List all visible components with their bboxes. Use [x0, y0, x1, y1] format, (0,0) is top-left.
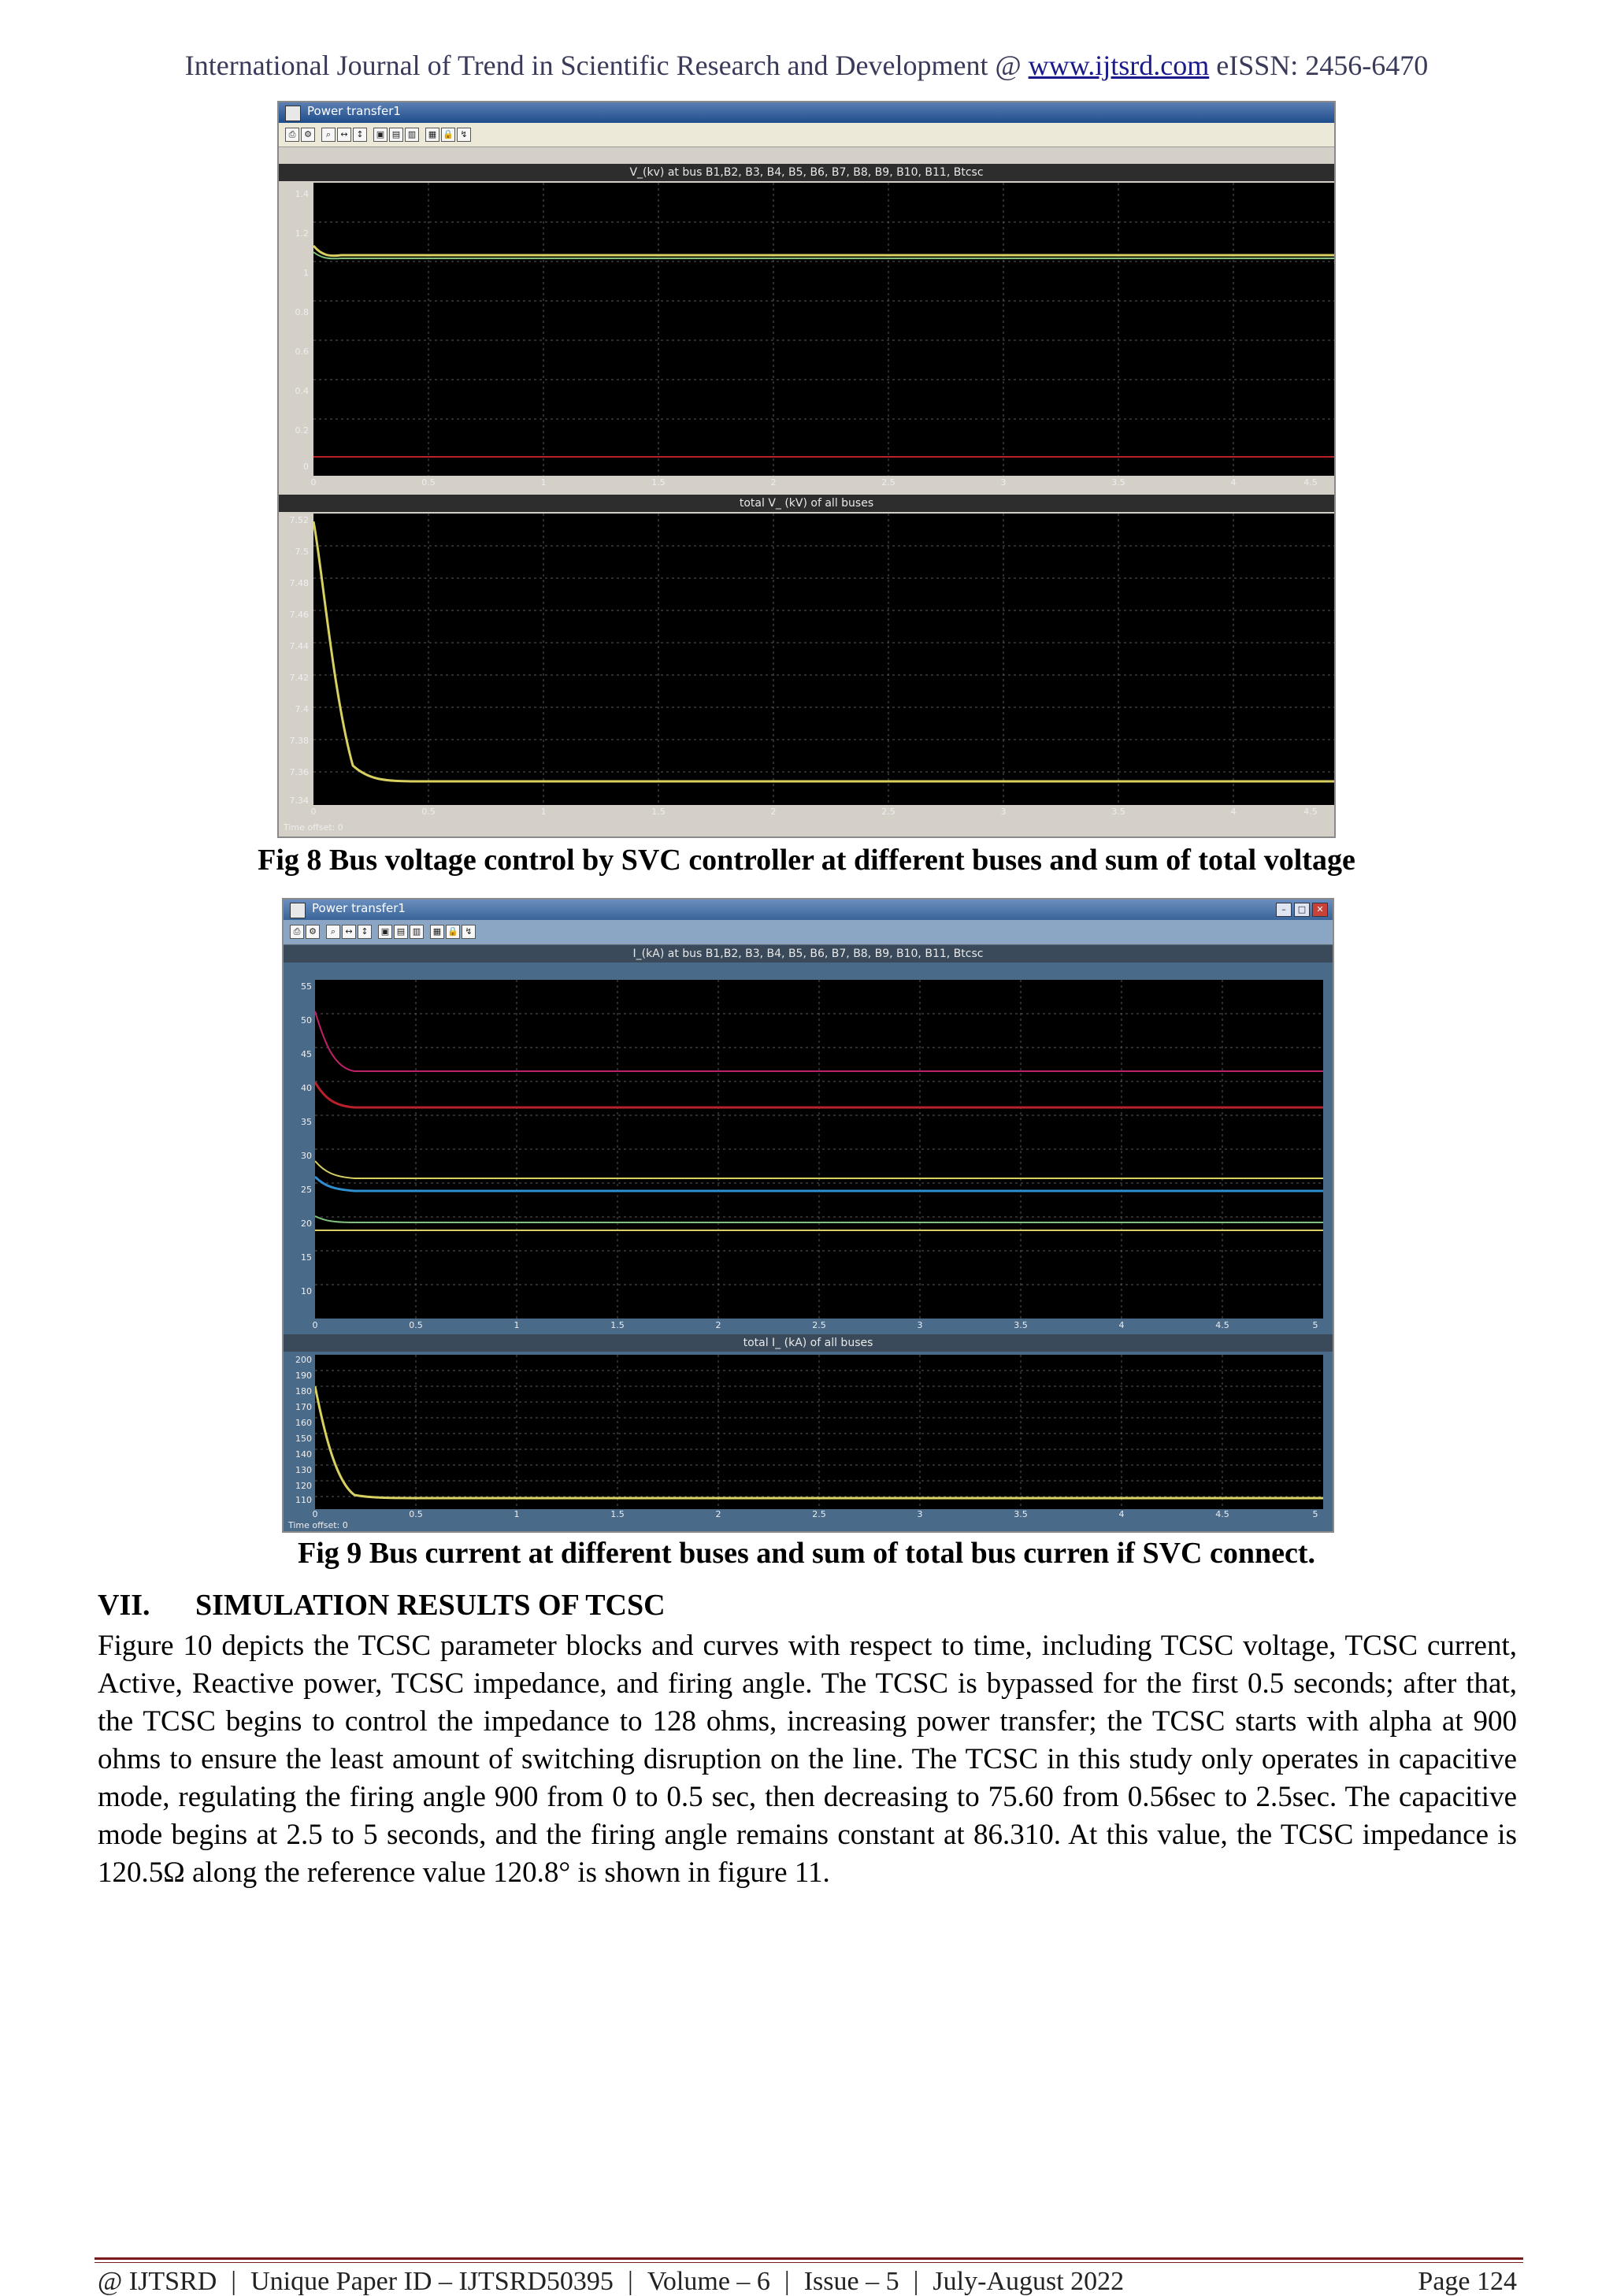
ytick: 7.34 — [289, 796, 309, 806]
ytick: 190 — [295, 1371, 312, 1381]
scope-titlebar[interactable] — [279, 102, 1334, 123]
xtick: 2 — [715, 1320, 721, 1330]
section-number: VII. — [98, 1589, 150, 1622]
running-header — [0, 49, 1613, 82]
ytick: 1.4 — [295, 189, 309, 199]
xtick: 1.5 — [651, 807, 666, 817]
floating-scope-icon[interactable]: ▦ — [425, 128, 439, 142]
ytick: 130 — [295, 1465, 312, 1475]
section-heading — [98, 1588, 666, 1623]
xtick: 1 — [514, 1509, 520, 1519]
xtick: 3.5 — [1014, 1320, 1028, 1330]
xtick: 0 — [310, 477, 317, 488]
xtick: 1 — [540, 807, 547, 817]
xtick: 2 — [715, 1509, 721, 1519]
scope-toolbar — [279, 123, 1334, 147]
section-body-paragraph: Figure 10 depicts the TCSC parameter blocks and curves with respect to time, including TCSC voltage, TCSC current, Active, Reactive power, TCSC impedance, and firing angle. The TCSC is bypassed for the first 0.5 seconds; after that, the TCSC begins to control the impedance to 128 ohms, increasing power transfer; the TCSC starts with alpha at 900 ohms to ensure the least amount of switching disruption on the line. The TCSC in this study only operates in capacitive mode, regulating the firing angle 900 from 0 to 0.5 sec, then decreasing to 75.60 from 0.56sec to 2.5sec. The capacitive mode begins at 2.5 to 5 seconds, and the firing angle remains constant at 86.310. At this value, the TCSC impedance is 120.5Ω along the reference value 120.8° is shown in figure 11. — [98, 1630, 1517, 1889]
ytick: 15 — [301, 1252, 312, 1263]
restore-axes-icon[interactable]: ▥ — [405, 128, 419, 142]
ytick: 0.8 — [295, 307, 309, 317]
fig8-bottom-grid — [313, 514, 1334, 805]
save-axes-icon[interactable]: ▤ — [394, 925, 408, 939]
ytick: 0.2 — [295, 425, 309, 436]
xtick: 2.5 — [812, 1509, 826, 1519]
fig9-bottom-plot-title: total I_ (kA) of all buses — [284, 1334, 1333, 1352]
xtick: 4 — [1118, 1320, 1125, 1330]
autoscale-icon[interactable]: ▣ — [373, 128, 387, 142]
section-title: SIMULATION RESULTS OF TCSC — [195, 1589, 666, 1622]
xtick: 5 — [1312, 1509, 1318, 1519]
xtick: 4.5 — [1303, 477, 1318, 488]
signal-selection-icon[interactable]: ↯ — [462, 925, 476, 939]
xtick: 1 — [514, 1320, 520, 1330]
ytick: 0.4 — [295, 386, 309, 396]
ytick: 7.44 — [289, 641, 309, 651]
ytick: 30 — [301, 1151, 312, 1161]
fig8-total-voltage-trace — [313, 521, 1334, 781]
xtick: 3 — [917, 1320, 923, 1330]
footer-left — [98, 2268, 1124, 2295]
ytick: 0 — [303, 462, 309, 472]
zoom-x-icon[interactable]: ↔ — [342, 925, 356, 939]
xtick: 4 — [1230, 807, 1237, 817]
xtick: 4.5 — [1303, 807, 1318, 817]
xtick: 4.5 — [1215, 1509, 1229, 1519]
xtick: 3 — [1000, 477, 1007, 488]
xtick: 3.5 — [1014, 1509, 1028, 1519]
xtick: 4 — [1230, 477, 1237, 488]
ytick: 1.2 — [295, 228, 309, 239]
fig8-bus-voltage-trace-yellow — [313, 246, 1334, 256]
ytick: 20 — [301, 1218, 312, 1229]
lock-icon[interactable]: 🔒 — [441, 128, 455, 142]
xtick: 0.5 — [409, 1509, 423, 1519]
minimize-icon[interactable]: – — [1276, 903, 1292, 917]
fig9-top-svg — [315, 980, 1323, 1319]
close-icon[interactable]: ✕ — [1312, 903, 1328, 917]
ytick: 140 — [295, 1449, 312, 1460]
footer-publisher: @ IJTSRD — [98, 2267, 217, 2296]
figure9-caption: Fig 9 Bus current at different buses and sum of total bus curren if SVC connect. — [297, 1537, 1316, 1570]
lock-icon[interactable]: 🔒 — [446, 925, 460, 939]
fig8-bottom-plot-title: total V_ (kV) of all buses — [279, 495, 1334, 512]
fig8-time-offset: Time offset: 0 — [284, 822, 343, 833]
zoom-y-icon[interactable]: ↕ — [358, 925, 372, 939]
ytick: 150 — [295, 1434, 312, 1444]
fig8-top-svg — [313, 183, 1334, 476]
xtick: 2.5 — [812, 1320, 826, 1330]
window-title: Power transfer1 — [307, 104, 401, 118]
footer-paper-id: Unique Paper ID – IJTSRD50395 — [250, 2267, 614, 2296]
xtick: 5 — [1312, 1320, 1318, 1330]
fig9-bottom-axes — [315, 1355, 1323, 1509]
xtick: 1.5 — [651, 477, 666, 488]
ytick: 7.4 — [295, 704, 309, 714]
footer-volume: Volume – 6 — [647, 2267, 770, 2296]
fig9-bottom-svg — [315, 1355, 1323, 1509]
fig8-top-axes — [313, 183, 1334, 476]
footer-page-number: Page 124 — [1418, 2267, 1517, 2296]
ytick: 7.48 — [289, 578, 309, 588]
ytick: 0.6 — [295, 347, 309, 357]
scope-toolbar — [284, 920, 1333, 944]
ytick: 110 — [295, 1495, 312, 1505]
xtick: 0 — [312, 1509, 318, 1519]
save-axes-icon[interactable]: ▤ — [389, 128, 403, 142]
fig8-bottom-svg — [313, 514, 1334, 805]
xtick: 1.5 — [610, 1320, 625, 1330]
footer-separator: | — [627, 2267, 633, 2296]
ytick: 7.5 — [295, 547, 309, 557]
fig9-top-grid — [315, 980, 1323, 1319]
footer-period: July-August 2022 — [933, 2267, 1125, 2296]
window-title: Power transfer1 — [312, 901, 406, 915]
xtick: 3.5 — [1111, 807, 1125, 817]
maximize-icon[interactable]: □ — [1294, 903, 1310, 917]
scope-app-icon — [290, 903, 306, 918]
xtick: 2 — [770, 477, 777, 488]
fig9-time-offset: Time offset: 0 — [288, 1520, 348, 1530]
floating-scope-icon[interactable]: ▦ — [430, 925, 444, 939]
scope-app-icon — [285, 106, 301, 121]
zoom-x-icon[interactable]: ↔ — [337, 128, 351, 142]
ytick: 120 — [295, 1481, 312, 1491]
xtick: 4.5 — [1215, 1320, 1229, 1330]
print-icon[interactable]: ⎙ — [290, 925, 304, 939]
ytick: 25 — [301, 1185, 312, 1195]
figure8-caption: Fig 8 Bus voltage control by SVC controller at different buses and sum of total voltage — [258, 844, 1355, 877]
xtick: 0 — [312, 1320, 318, 1330]
ytick: 170 — [295, 1402, 312, 1412]
fig9-top-plot-title: I_(kA) at bus B1,B2, B3, B4, B5, B6, B7, B8, B9, B10, B11, Btcsc — [284, 945, 1333, 963]
parameters-icon[interactable]: ⚙ — [301, 128, 315, 142]
fig8-top-grid — [313, 183, 1334, 476]
ytick: 45 — [301, 1049, 312, 1059]
fig9-top-axes — [315, 980, 1323, 1319]
xtick: 3 — [917, 1509, 923, 1519]
signal-selection-icon[interactable]: ↯ — [457, 128, 471, 142]
ytick: 160 — [295, 1418, 312, 1428]
xtick: 0.5 — [421, 807, 436, 817]
xtick: 1.5 — [610, 1509, 625, 1519]
xtick: 1 — [540, 477, 547, 488]
fig8-top-plot-title: V_(kv) at bus B1,B2, B3, B4, B5, B6, B7, B8, B9, B10, B11, Btcsc — [279, 164, 1334, 181]
journal-name: International Journal of Trend in Scientific Research and Development @ — [184, 50, 1029, 81]
ytick: 7.46 — [289, 610, 309, 620]
ytick: 7.36 — [289, 767, 309, 777]
zoom-y-icon[interactable]: ↕ — [353, 128, 367, 142]
ytick: 7.52 — [289, 515, 309, 525]
parameters-icon[interactable]: ⚙ — [306, 925, 320, 939]
autoscale-icon[interactable]: ▣ — [378, 925, 392, 939]
ytick: 180 — [295, 1386, 312, 1397]
window-controls — [1274, 902, 1328, 917]
ytick: 40 — [301, 1083, 312, 1093]
scope-titlebar[interactable] — [284, 899, 1333, 920]
footer-rule-thick — [95, 2257, 1523, 2260]
footer-rule-thin — [95, 2262, 1523, 2263]
xtick: 3.5 — [1111, 477, 1125, 488]
xtick: 4 — [1118, 1509, 1125, 1519]
ytick: 200 — [295, 1355, 312, 1365]
footer-separator: | — [784, 2267, 790, 2296]
print-icon[interactable]: ⎙ — [285, 128, 299, 142]
journal-issn: eISSN: 2456-6470 — [1209, 50, 1429, 81]
zoom-icon[interactable]: ⌕ — [326, 925, 340, 939]
figure9-scope-window — [282, 898, 1334, 1533]
xtick: 0.5 — [421, 477, 436, 488]
journal-url-link[interactable]: www.ijtsrd.com — [1028, 50, 1210, 81]
ytick: 50 — [301, 1015, 312, 1026]
ytick: 10 — [301, 1286, 312, 1296]
fig9-bottom-grid — [315, 1355, 1323, 1509]
restore-axes-icon[interactable]: ▥ — [410, 925, 424, 939]
xtick: 2.5 — [881, 477, 895, 488]
figure8-scope-window — [277, 101, 1336, 838]
fig9-total-current-trace — [315, 1386, 1323, 1498]
xtick: 0.5 — [409, 1320, 423, 1330]
xtick: 0 — [310, 807, 317, 817]
zoom-icon[interactable]: ⌕ — [321, 128, 336, 142]
footer-separator: | — [231, 2267, 237, 2296]
xtick: 2 — [770, 807, 777, 817]
xtick: 3 — [1000, 807, 1007, 817]
ytick: 35 — [301, 1117, 312, 1127]
footer-separator: | — [913, 2267, 919, 2296]
xtick: 2.5 — [881, 807, 895, 817]
ytick: 55 — [301, 981, 312, 992]
footer-issue: Issue – 5 — [803, 2267, 899, 2296]
fig8-bottom-axes — [313, 514, 1334, 805]
ytick: 7.38 — [289, 736, 309, 746]
ytick: 7.42 — [289, 673, 309, 683]
ytick: 1 — [303, 268, 309, 278]
